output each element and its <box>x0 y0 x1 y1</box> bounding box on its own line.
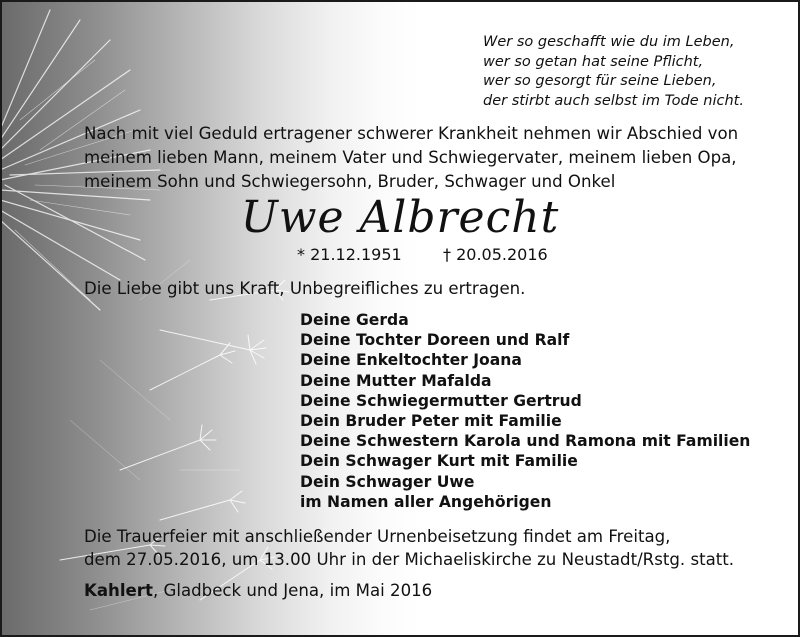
poem-line: wer so gesorgt für seine Lieben, <box>483 73 717 89</box>
poem <box>483 33 744 111</box>
mourner: Dein Schwager Uwe <box>300 472 475 491</box>
intro-text <box>84 122 738 194</box>
birth-date: * 21.12.1951 <box>297 245 402 264</box>
mourner: im Namen aller Angehörigen <box>300 492 552 511</box>
poem-line: der stirbt auch selbst im Tode nicht. <box>483 92 744 109</box>
funeral-info <box>84 525 734 571</box>
poem-line: Wer so geschafft wie du im Leben, <box>483 34 735 50</box>
mourner: Deine Schwestern Karola und Ramona mit Familien <box>300 432 751 451</box>
place-rest: , Gladbeck und Jena, im Mai 2016 <box>152 581 433 600</box>
mourners-list <box>300 310 750 512</box>
mourner: Deine Tochter Doreen und Ralf <box>300 331 570 350</box>
intro-line: meinem Sohn und Schwiegersohn, Bruder, Schwager und Onkel <box>84 172 616 191</box>
poem-line: wer so getan hat seine Pflicht, <box>483 53 704 70</box>
mourner: Dein Schwager Kurt mit Familie <box>300 452 578 471</box>
mourner: Deine Gerda <box>300 311 409 329</box>
place-name: Kahlert <box>84 581 153 600</box>
intro-line: meinem lieben Mann, meinem Vater und Schwiegervater, meinem lieben Opa, <box>84 148 737 167</box>
intro-line: Nach mit viel Geduld ertragener schwerer Krankheit nehmen wir Abschied von <box>84 124 739 143</box>
funeral-line: dem 27.05.2016, um 13.00 Uhr in der Michaeliskirche zu Neustadt/Rstg. statt. <box>84 550 735 569</box>
mourner: Deine Enkeltochter Joana <box>300 351 522 370</box>
place-and-date <box>84 579 432 602</box>
mourner: Dein Bruder Peter mit Familie <box>300 412 562 431</box>
deceased-name: Uwe Albrecht <box>240 192 560 243</box>
mourner: Deine Schwiegermutter Gertrud <box>300 391 582 410</box>
funeral-line: Die Trauerfeier mit anschließender Urnenbeisetzung findet am Freitag, <box>84 527 671 546</box>
death-date: † 20.05.2016 <box>443 245 548 264</box>
mourner: Deine Mutter Mafalda <box>300 371 492 390</box>
quote: Die Liebe gibt uns Kraft, Unbegreifliches zu ertragen. <box>84 279 526 298</box>
